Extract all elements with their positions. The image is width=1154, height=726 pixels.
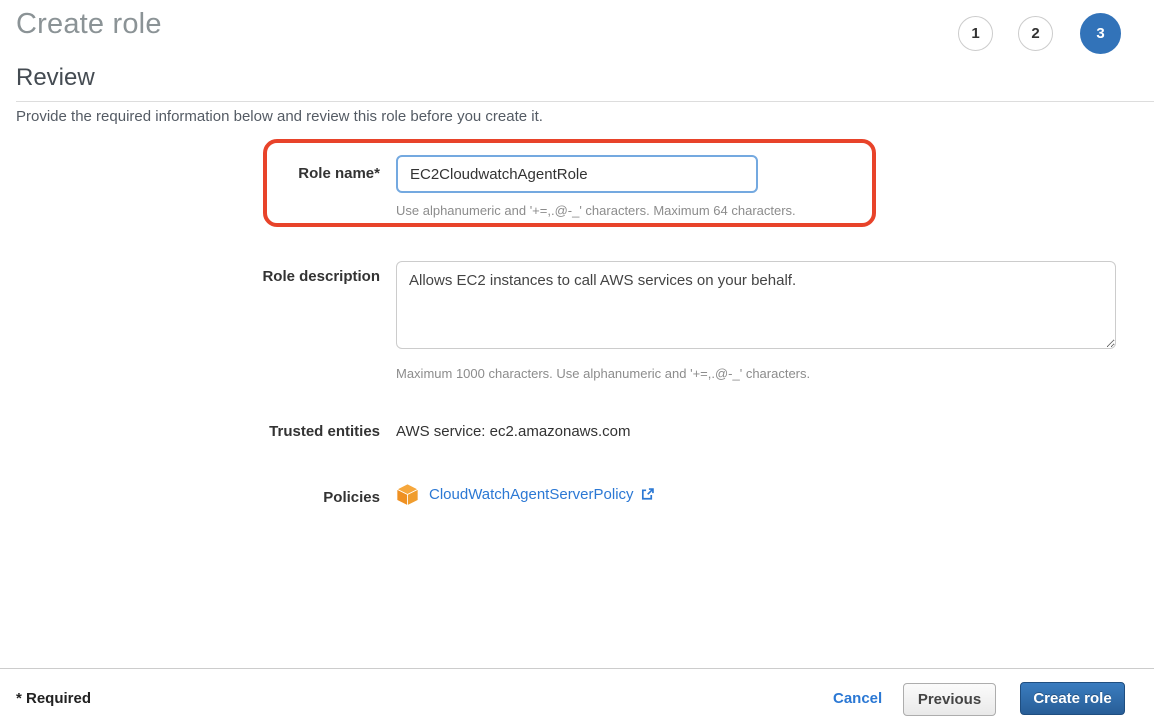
policy-cube-icon: [396, 483, 419, 506]
previous-button[interactable]: Previous: [903, 683, 996, 716]
section-description: Provide the required information below and review this role before you create it.: [16, 108, 543, 125]
policies-label: Policies: [323, 489, 380, 506]
wizard-step-3-active[interactable]: 3: [1080, 13, 1121, 54]
trusted-entities-value: AWS service: ec2.amazonaws.com: [396, 423, 631, 440]
external-link-icon: [640, 487, 655, 502]
page-title: Create role: [16, 8, 162, 40]
role-name-help-text: Use alphanumeric and '+=,.@-_' characters. Maximum 64 characters.: [396, 203, 796, 218]
wizard-step-1[interactable]: 1: [958, 16, 993, 51]
role-description-label: Role description: [262, 268, 380, 285]
role-description-help-text: Maximum 1000 characters. Use alphanumeric and '+=,.@-_' characters.: [396, 366, 811, 381]
wizard-step-indicator: [0, 0, 1154, 60]
cancel-button[interactable]: Cancel: [833, 690, 883, 707]
create-role-button[interactable]: Create role: [1020, 682, 1125, 715]
policy-link[interactable]: [429, 486, 655, 503]
wizard-footer: [0, 668, 1154, 726]
policy-link-text: CloudWatchAgentServerPolicy: [429, 486, 634, 503]
required-field-note: * Required: [16, 690, 92, 707]
section-title-review: Review: [16, 64, 95, 91]
policies-row: [396, 483, 655, 506]
role-name-label: Role name*: [298, 165, 380, 182]
wizard-step-2[interactable]: 2: [1018, 16, 1053, 51]
role-name-input[interactable]: [396, 155, 758, 193]
role-description-textarea[interactable]: [396, 261, 1116, 349]
trusted-entities-label: Trusted entities: [269, 423, 380, 440]
section-divider: [16, 101, 1154, 102]
